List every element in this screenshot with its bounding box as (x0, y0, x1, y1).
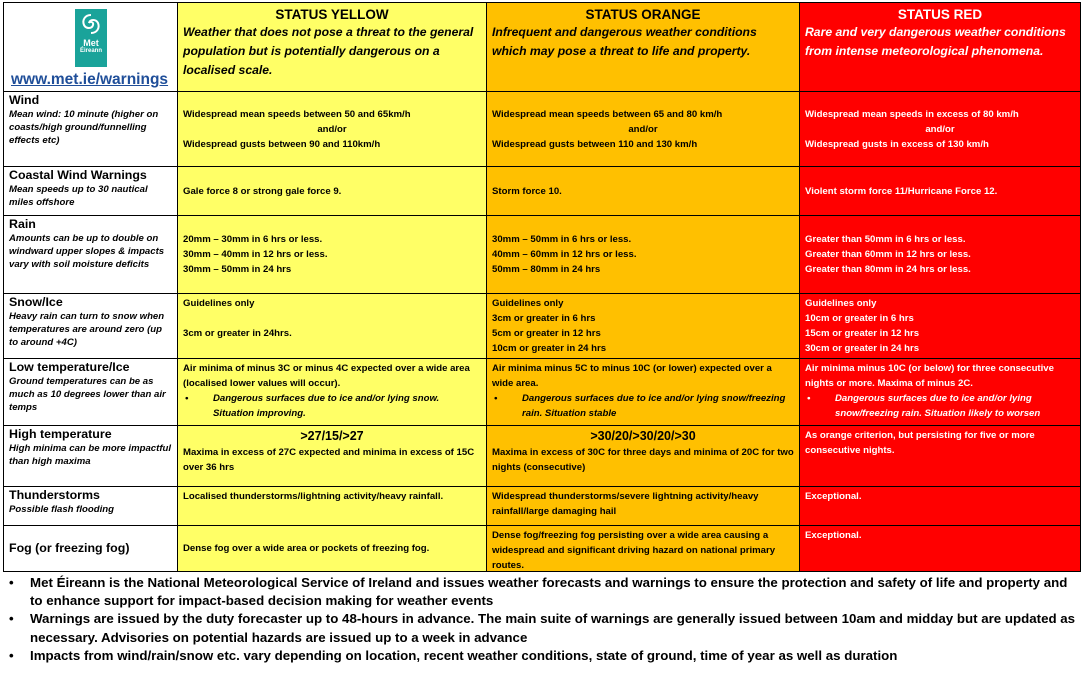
criteria-line: Localised thunderstorms/lightning activity/heavy rainfall. (183, 491, 444, 502)
criteria-line: As orange criterion, but persisting for five or more consecutive nights. (805, 430, 1035, 456)
low-temp-orange (486, 359, 799, 425)
warnings-link[interactable]: www.met.ie/warnings (11, 71, 169, 88)
row-high-temp (3, 426, 1081, 487)
criteria-line: Widespread thunderstorms/severe lightning activity/heavy rainfall/large damaging hail (492, 491, 759, 517)
criteria-line: 15cm or greater in 12 hrs (805, 328, 920, 339)
row-label-rain (3, 216, 177, 293)
criteria-line: Maxima in excess of 27C expected and minima in excess of 15C over 36 hrs (183, 447, 475, 473)
footnote-item (9, 647, 1079, 665)
row-title: Coastal Wind Warnings (9, 168, 147, 182)
criteria-line: 30mm – 40mm in 12 hrs or less. (183, 249, 328, 260)
rain-red (799, 216, 1081, 293)
criteria-line: Greater than 80mm in 24 hrs or less. (805, 264, 971, 275)
low-temp-red (799, 359, 1081, 425)
criteria-line: Exceptional. (805, 491, 862, 502)
row-label-fog (3, 526, 177, 571)
warnings-table (3, 2, 1081, 571)
criteria-line: Storm force 10. (492, 185, 562, 197)
criteria-line: 3cm or greater in 24hrs. (183, 328, 292, 339)
row-label-snow (3, 294, 177, 358)
criteria-line: Widespread mean speeds between 50 and 65km/h (183, 108, 411, 120)
criteria-line: 30mm – 50mm in 24 hrs (183, 264, 292, 275)
status-orange-desc: Infrequent and dangerous weather conditions which may pose a threat to life and property. (492, 25, 757, 58)
criteria-line: 30cm or greater in 24 hrs (805, 343, 920, 354)
criteria-line: Dense fog/freezing fog persisting over a wide area causing a widespread and significant driving hazard on national primary routes. (492, 530, 776, 571)
row-label-coastal (3, 167, 177, 215)
criteria-line: Gale force 8 or strong gale force 9. (183, 185, 342, 197)
criteria-line: Guidelines only (492, 298, 564, 309)
threshold-code: >27/15/>27 (300, 429, 364, 443)
high-temp-red (799, 426, 1081, 486)
criteria-line: Widespread mean speeds between 65 and 80 km/h (492, 108, 723, 120)
bullet-icon: • (185, 393, 189, 404)
criteria-line: and/or (317, 123, 347, 135)
status-orange-title: STATUS ORANGE (585, 7, 701, 22)
bullet-item (805, 391, 1075, 421)
bullet-icon: • (494, 393, 498, 404)
criteria-line: Widespread mean speeds in excess of 80 km/h (805, 108, 1019, 120)
criteria-line: and/or (628, 123, 658, 135)
status-red-desc: Rare and very dangerous weather conditions from intense meteorological phenomena. (805, 25, 1066, 58)
snow-yellow (177, 294, 486, 358)
status-yellow-title: STATUS YELLOW (275, 7, 389, 22)
row-label-wind (3, 92, 177, 166)
coastal-yellow (177, 167, 486, 215)
row-wind (3, 92, 1081, 167)
row-subtitle: Possible flash flooding (9, 504, 115, 515)
rain-orange (486, 216, 799, 293)
bullet-text: Dangerous surfaces due to ice and/or lying snow/freezing rain. Situation stable (522, 393, 786, 419)
criteria-line: Air minima minus 5C to minus 10C (or lower) expected over a wide area. (492, 363, 772, 389)
criteria-line: 50mm – 80mm in 24 hrs (492, 264, 601, 275)
logo-text-eireann: Éireann (79, 48, 102, 54)
criteria-line: Guidelines only (183, 298, 255, 309)
bullet-icon: • (9, 575, 14, 590)
snow-red (799, 294, 1081, 358)
wind-red (799, 92, 1081, 166)
swirl-icon (80, 13, 102, 35)
row-subtitle: High minima can be more impactful than high maxima (9, 443, 172, 467)
footnote-text: Met Éireann is the National Meteorological Service of Ireland and issues weather forecasts and warnings to ensure the protection and safety of life and property and to enhance support for impact-based decision making for weather events (30, 575, 1068, 609)
row-title: Low temperature/Ice (9, 360, 130, 374)
criteria-line: Widespread gusts between 90 and 110km/h (183, 138, 381, 150)
coastal-red (799, 167, 1081, 215)
criteria-line: Dense fog over a wide area or pockets of freezing fog. (183, 543, 430, 554)
row-label-high-temp (3, 426, 177, 486)
rain-yellow (177, 216, 486, 293)
row-subtitle: Mean speeds up to 30 nautical miles offshore (9, 184, 148, 208)
met-eireann-logo (75, 9, 107, 67)
criteria-line: and/or (925, 123, 955, 135)
thunderstorms-red (799, 487, 1081, 525)
snow-orange (486, 294, 799, 358)
row-snow (3, 294, 1081, 359)
high-temp-orange (486, 426, 799, 486)
coastal-orange (486, 167, 799, 215)
row-title: Wind (9, 93, 40, 107)
row-title: Rain (9, 217, 36, 231)
footnote-item (9, 574, 1079, 610)
footnote-text: Impacts from wind/rain/snow etc. vary depending on location, recent weather conditions, state of ground, time of year as well as duration (30, 647, 898, 663)
footnotes (9, 574, 1079, 665)
criteria-line: 10cm or greater in 24 hrs (492, 343, 607, 354)
threshold-code: >30/20/>30/20/>30 (590, 429, 696, 443)
criteria-line: Greater than 60mm in 12 hrs or less. (805, 249, 971, 260)
row-fog (3, 526, 1081, 572)
thunderstorms-orange (486, 487, 799, 525)
bullet-item (183, 391, 481, 421)
fog-red (799, 526, 1081, 571)
bullet-icon: • (807, 393, 811, 404)
criteria-line: Widespread gusts between 110 and 130 km/h (492, 138, 698, 150)
bullet-item (492, 391, 794, 421)
high-temp-yellow (177, 426, 486, 486)
row-coastal (3, 167, 1081, 216)
status-orange-header (486, 3, 799, 91)
criteria-line: Air minima minus 10C (or below) for three consecutive nights or more. Maxima of minus 2C. (805, 363, 1054, 389)
criteria-line: Guidelines only (805, 298, 877, 309)
logo-text-met: Met (83, 38, 99, 48)
criteria-line: 40mm – 60mm in 12 hrs or less. (492, 249, 637, 260)
footnote-text: Warnings are issued by the duty forecaster up to 48-hours in advance. The main suite of warnings are generally issued between 10am and midday but are updated as necessary. Advisories on potential hazards are issued up to a week in advance (30, 611, 1076, 645)
row-title: High temperature (9, 427, 112, 441)
logo-cell (3, 3, 177, 91)
wind-yellow (177, 92, 486, 166)
row-subtitle: Mean wind: 10 minute (higher on coasts/high ground/funnelling effects etc) (9, 109, 159, 146)
fog-yellow (177, 526, 486, 571)
row-thunderstorms (3, 487, 1081, 526)
row-label-low-temp (3, 359, 177, 425)
row-subtitle: Amounts can be up to double on windward upper slopes & impacts vary with soil moisture deficits (9, 233, 165, 270)
row-title: Snow/Ice (9, 295, 63, 309)
criteria-line: Greater than 50mm in 6 hrs or less. (805, 234, 966, 245)
footnote-item (9, 610, 1079, 646)
criteria-line: 3cm or greater in 6 hrs (492, 313, 596, 324)
status-yellow-desc: Weather that does not pose a threat to the general population but is potentially dangerous on a localised scale. (183, 25, 474, 77)
criteria-line: Maxima in excess of 30C for three days and minima of 20C for two nights (consecutive) (492, 447, 794, 473)
status-red-title: STATUS RED (897, 7, 983, 22)
status-yellow-header (177, 3, 486, 91)
row-title: Thunderstorms (9, 488, 100, 502)
bullet-icon: • (9, 611, 14, 627)
header-row (3, 2, 1081, 92)
criteria-line: Exceptional. (805, 530, 862, 541)
row-label-thunderstorms (3, 487, 177, 525)
row-rain (3, 216, 1081, 294)
thunderstorms-yellow (177, 487, 486, 525)
criteria-line: 10cm or greater in 6 hrs (805, 313, 914, 324)
criteria-line: Air minima of minus 3C or minus 4C expected over a wide area (localised lower values will occur). (183, 363, 470, 389)
bullet-text: Dangerous surfaces due to ice and/or lying snow. Situation improving. (213, 393, 440, 419)
bullet-text: Dangerous surfaces due to ice and/or lying snow/freezing rain. Situation likely to worsen (835, 393, 1041, 419)
wind-orange (486, 92, 799, 166)
row-title: Fog (or freezing fog) (9, 541, 130, 555)
row-subtitle: Ground temperatures can be as much as 10 degrees lower than air temps (9, 376, 166, 413)
row-low-temp (3, 359, 1081, 426)
fog-orange (486, 526, 799, 571)
criteria-line: Violent storm force 11/Hurricane Force 12. (805, 185, 998, 197)
row-subtitle: Heavy rain can turn to snow when temperatures are around zero (up to around +4C) (9, 311, 165, 348)
criteria-line: 20mm – 30mm in 6 hrs or less. (183, 234, 323, 245)
criteria-line: Widespread gusts in excess of 130 km/h (805, 138, 989, 150)
criteria-line: 5cm or greater in 12 hrs (492, 328, 601, 339)
criteria-line: 30mm – 50mm in 6 hrs or less. (492, 234, 632, 245)
status-red-header (799, 3, 1081, 91)
low-temp-yellow (177, 359, 486, 425)
bullet-icon: • (9, 647, 14, 663)
